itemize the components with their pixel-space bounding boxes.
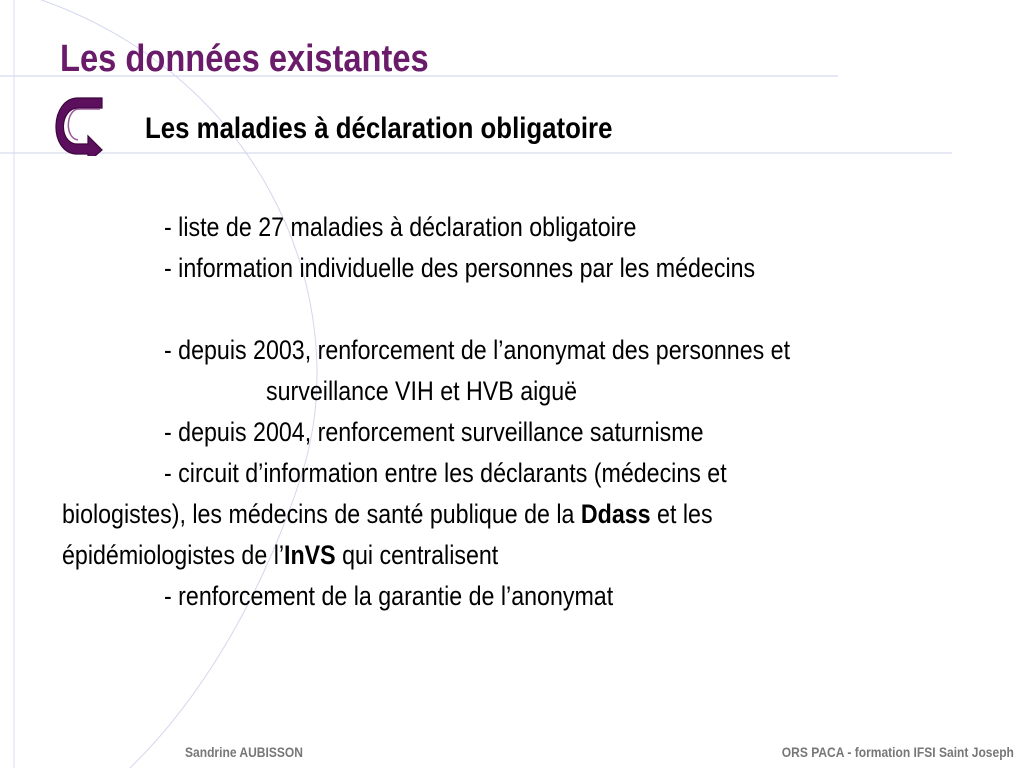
footer-author: Sandrine AUBISSON [185,744,303,760]
bullet-line-2: - information individuelle des personnes par les médecins [164,253,756,283]
slide-subtitle: Les maladies à déclaration obligatoire [145,112,613,145]
footer-organization: ORS PACA - formation IFSI Saint Joseph [781,744,1014,760]
curved-arrow-icon [52,92,110,156]
text-segment: et les [650,499,713,529]
invs-bold: InVS [284,540,336,570]
ddass-bold: Ddass [580,499,651,529]
bullet-line-4: - depuis 2004, renforcement surveillance saturnisme [164,417,704,447]
bullet-line-6: - renforcement de la garantie de l’anonymat [164,581,614,611]
bullet-line-1: - liste de 27 maladies à déclaration obligatoire [164,212,637,242]
text-segment: biologistes), les médecins de santé publique de la [62,499,581,529]
bullet-line-5-continuation-b [62,535,498,576]
text-segment: épidémiologistes de l’ [62,540,285,570]
text-segment: qui centralisent [335,540,499,570]
bullet-line-5: - circuit d’information entre les déclarants (médecins et [164,458,727,488]
slide-title: Les données existantes [60,38,429,80]
bullet-line-3-continuation: surveillance VIH et HVB aiguë [266,376,578,406]
bullet-line-3: - depuis 2003, renforcement de l’anonymat des personnes et [164,335,791,365]
bullet-line-5-continuation-a [62,494,713,535]
